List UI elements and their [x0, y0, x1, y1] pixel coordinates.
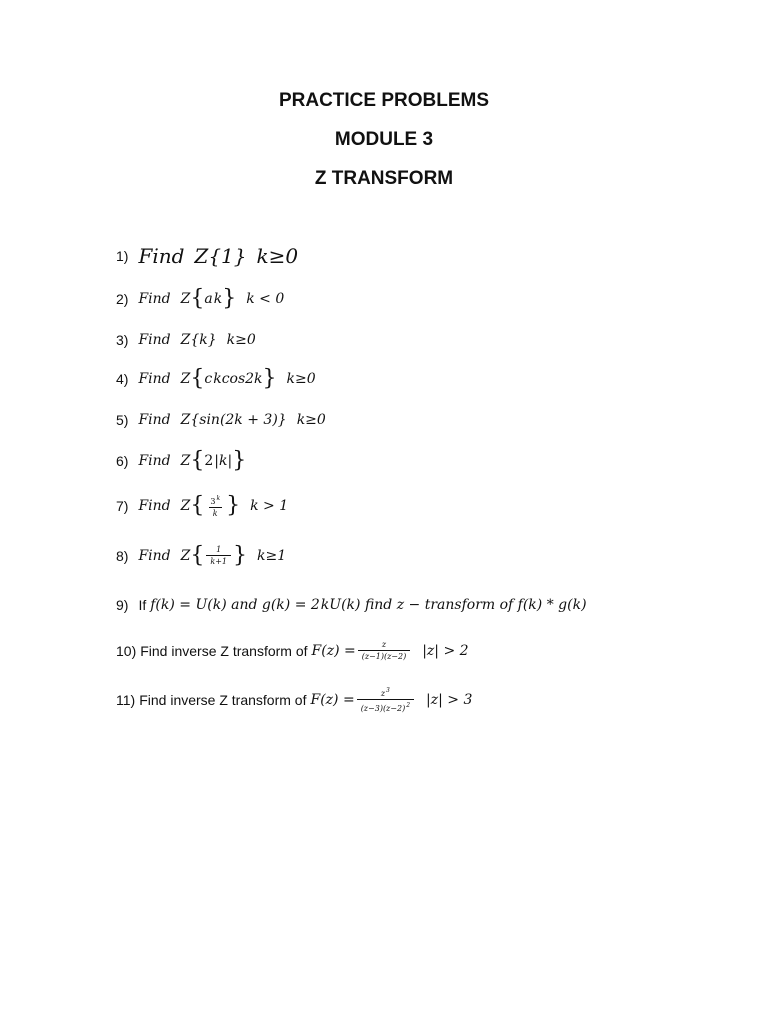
- expression-part-2: U(k) find z − transform of f(k) * g(k): [329, 597, 587, 613]
- problem-number: 10): [116, 642, 137, 659]
- problem-2: [116, 288, 284, 310]
- expression: Z{k}: [180, 332, 217, 348]
- exponent: k: [213, 291, 223, 307]
- expression-part-1: f(k) = U(k) and g(k) = 2: [150, 597, 320, 613]
- fraction: [358, 639, 411, 662]
- lhs: F(z) =: [310, 691, 355, 708]
- close-brace: }: [226, 493, 241, 518]
- lhs: F(z) =: [311, 642, 356, 659]
- problem-3: [116, 332, 256, 348]
- close-brace: }: [222, 286, 237, 311]
- problem-number: 4): [116, 371, 129, 387]
- z-operator: Z: [180, 498, 191, 514]
- page-title: PRACTICE PROBLEMS: [278, 90, 490, 111]
- condition: k≥0: [286, 371, 316, 387]
- find-word: Find: [138, 412, 171, 428]
- z-operator: Z: [180, 453, 191, 469]
- fraction-numerator: z: [381, 640, 387, 649]
- condition: k > 1: [250, 498, 289, 514]
- find-word: Find: [138, 547, 171, 564]
- problem-number: 7): [116, 498, 129, 514]
- problem-number: 9): [116, 597, 129, 613]
- problem-number: 6): [116, 453, 129, 469]
- if-word: If: [138, 597, 147, 613]
- expression: Z{1}: [194, 244, 247, 268]
- fraction-denominator: $(z-3)(z-2)^2$: [357, 699, 414, 714]
- expression: Z{sin(2k + 3)}: [180, 412, 287, 428]
- find-word: Find: [138, 371, 171, 387]
- problem-number: 11): [116, 691, 136, 708]
- close-brace: }: [262, 366, 277, 391]
- open-brace: {: [190, 542, 205, 568]
- problem-number: 1): [116, 248, 129, 264]
- close-brace: }: [232, 448, 247, 473]
- problem-4: [116, 368, 316, 390]
- z-operator: Z: [180, 547, 191, 564]
- problem-number: 8): [116, 547, 129, 564]
- module-heading: MODULE 3: [334, 129, 434, 150]
- condition: k < 0: [246, 291, 285, 307]
- base: a: [204, 291, 213, 307]
- open-brace: {: [190, 493, 205, 518]
- fraction-denominator: k: [209, 507, 222, 519]
- open-brace: {: [190, 286, 205, 311]
- problem-number: 2): [116, 291, 129, 307]
- base: c: [204, 371, 213, 387]
- tail-term: cos2k: [221, 371, 263, 387]
- fraction-numerator: 3$^k$: [210, 495, 221, 506]
- find-word: Find: [138, 453, 171, 469]
- problem-5: [116, 412, 326, 428]
- topic-heading: Z TRANSFORM: [314, 168, 454, 189]
- open-brace: {: [190, 366, 205, 391]
- fraction: [357, 685, 414, 714]
- condition: k≥0: [296, 412, 326, 428]
- problem-11: [116, 685, 472, 714]
- fraction-numerator: $z^3$: [380, 687, 390, 698]
- problem-10: [116, 639, 469, 662]
- condition: k≥0: [256, 244, 299, 268]
- condition: |z| > 3: [426, 691, 473, 708]
- fraction-denominator: k+1: [206, 555, 231, 567]
- condition: |z| > 2: [422, 642, 469, 659]
- problem-9: [116, 597, 587, 613]
- find-word: Find: [138, 498, 171, 514]
- close-brace: }: [233, 542, 247, 568]
- fraction-numerator: 1: [216, 545, 222, 554]
- condition: k≥1: [257, 547, 287, 564]
- find-word: Find: [138, 244, 185, 268]
- exponent: |k|: [214, 453, 233, 469]
- problem-text: Find inverse Z transform of: [140, 642, 308, 659]
- exponent: k: [320, 597, 330, 613]
- exponent: k: [213, 371, 222, 387]
- title-block: [0, 88, 768, 205]
- open-brace: {: [190, 448, 205, 473]
- problem-6: [116, 450, 246, 472]
- problem-text: Find inverse Z transform of: [139, 691, 307, 708]
- z-operator: Z: [180, 371, 191, 387]
- find-word: Find: [138, 332, 171, 348]
- condition: k≥0: [226, 332, 256, 348]
- find-word: Find: [138, 291, 171, 307]
- problem-8: [116, 544, 286, 567]
- z-operator: Z: [180, 291, 191, 307]
- problem-number: 5): [116, 412, 129, 428]
- base: 2: [204, 453, 214, 469]
- problem-7: [116, 493, 288, 519]
- fraction-denominator: (z−1)(z−2): [358, 650, 411, 662]
- fraction: [206, 493, 224, 519]
- fraction: [206, 544, 231, 567]
- problem-1: [116, 244, 298, 268]
- problem-number: 3): [116, 332, 129, 348]
